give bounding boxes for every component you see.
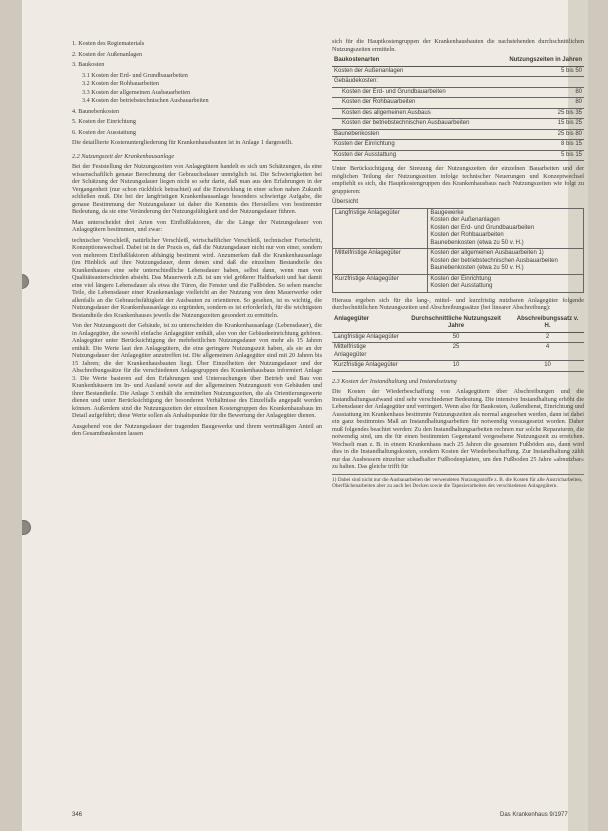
table-cell: 10: [401, 361, 511, 372]
table-cell: 25 bis 80: [495, 129, 584, 140]
paragraph: Von der Nutzungszeit der Gebäude, ist zu unterscheiden die Krankenhausanlage (Lebensdauer), die in Anlagegüter, die sowohl einfache Anlagegüter enthält, also von der Gebäudeeinrichtung gehören. Anlagegüter unter Berücksichtigung der mehrheitlichen Nutzungsdauer von mehr als 15 Jahren enthält. Die Werte laut den Anlagegütern, die eine geringere Nutzungszeit haben, als sie an der Nutzungsdauer der Anlagegüter anzutreffen ist. Die allgemeinen Anlagegüter sind mit 20 Jahren bis 15 Jahren; die der Krankenhausbauten liegt. Über Einzelheiten der Nutzungsdauer und der Abschreibungssätze für die verschiedenen Anlagegruppen des Krankenhausbaus informiert Anlage 3. Die Werte basieren auf den Erfahrungen und Untersuchungen über Betrieb und Bau von Krankenhäusern im In- und Ausland sowie auf der allgemeinen Nutzungszeit von Gebäuden und ihrer Bestandteile. Die Anlage 3 enthält die ermittelten Nutzungszeiten, die als Orientierungswerte dienen und unter Berücksichtigung der besonderen Verhältnisse des Einzelfalls angepaßt werden können. Außerdem sind die Nutzungszeiten der einzelnen Kostengruppen des Krankenhausbaus im Detail aufgeführt; diese Werte sollen als Anhaltspunkte für die Bewertung der Anlagegüter dienen.: [72, 322, 322, 419]
table-cell: Gebäudekosten:: [332, 77, 495, 88]
list-item: 5. Kosten der Einrichtung: [72, 118, 136, 125]
table-cell: Kurzfristige Anlagegüter: [332, 361, 401, 372]
right-column: [332, 38, 584, 489]
table-row: [333, 208, 584, 249]
paragraph: Die Kosten der Wiederbeschaffung von Anlagegütern über Abschreibungen und die Instandhaltungsaufwand sind sehr verschiedener Bedeutung. Die intensive Instandhaltung erhöht die Lebensdauer der Anlagegüter und verringert. Wenn also für Baukosten, Außendienst, Einrichtung und Ausstattung im Krankenhaus bestimmte Nutzungszeiten als normal angesehen werden, dann ist dabei ein ganz bestimmtes Maß an Instandhaltungsarbeiten für notwendig vorausgesetzt worden. Daher muß folgendes beachtet werden: Zu den Instandhaltungsarbeiten rechnen nur solche Reparaturen, die notwendig sind, um die für einen bestimmten Gegenstand vorgesehene Nutzungszeit zu erreichen. Wechselt man z. B. in einem Krankenhaus nach 25 Jahren die gesamten Fußböden aus, dann wird dies in die Instandhaltungskosten, sondern Kosten der Wiederbeschaffung. Zur Instandhaltung zählt nur das Ausbessern einzelner schadhafter Fußbodenplatten, um den Fußboden 25 Jahre »abnutzbar« zu halten. Das gleiche trifft für: [332, 388, 584, 470]
paragraph: Unter Berücksichtigung der Streuung der Nutzungszeiten der einzelnen Bauarbeiten und der möglichen Teilung der Nutzungszeiten infolge technischer Neuerungen und Konzeptwechsel empfiehlt es sich, die Hauptkostengruppen des Krankenhausbaus nach Nutzungszeiten wie folgt zu gruppieren:: [332, 165, 584, 195]
document-page: [22, 0, 588, 831]
cost-list-continued: [72, 108, 322, 137]
paragraph: Bei der Feststellung der Nutzungszeiten von Anlagegütern handelt es sich um Schätzungen, da eine wissenschaftlich genaue Berechnung der Gebrauchsdauer unmöglich ist. Die Schwierigkeiten bei der Schätzung der Nutzungsdauer liegen nicht so sehr darin, daß man aus den Erfahrungen in der Vergangenheit (nur schon rückblick betrachtet) auf die Entwicklung in einer schon nahen Zukunft schließen muß. Die bei der langfristigen Krankenhausanlage besonders schwierige Aufgabe, die genaue Bestimmung der Nutzungsdauer ist daher die Kenntnis des Herstellers von bestimmter Bedeutung, da sie eine Veränderung der Nutzungsfähigkeit und der Nutzungsdauer führen.: [72, 163, 322, 215]
table-row: [332, 361, 584, 372]
table-row: [333, 249, 584, 275]
section-heading: 2.3 Kosten der Instandhaltung und Instandsetzung: [332, 377, 457, 385]
table-row: [332, 98, 584, 109]
table-cell: 50: [401, 332, 511, 343]
table-header-cell: Nutzungszeiten in Jahren: [495, 56, 584, 66]
table-cell: 5 bis 15: [495, 150, 584, 161]
list-item: 3.1 Kosten der Erd- und Grundbauarbeiten: [82, 71, 188, 79]
table-cell: Mittelfristige Anlagegüter: [332, 343, 401, 361]
paragraph: Die detaillierte Kostenuntergliederung für Krankenhausbauten ist in Anlage 1 dargestellt.: [72, 139, 293, 146]
page-number: 346: [72, 812, 83, 818]
table-cell: 5 bis 50: [495, 66, 584, 77]
table-row: [332, 332, 584, 343]
list-item: 3.3 Kosten der allgemeinen Ausbauarbeiten: [82, 88, 191, 96]
table-cell: Baunebenkosten: [332, 129, 495, 140]
table-cell: 80: [495, 98, 584, 109]
binder-hole: [22, 274, 29, 289]
table-cell: Kosten der Einrichtung Kosten der Ausstattung: [428, 274, 584, 292]
table-row: [333, 274, 584, 292]
table-cell: 8 bis 15: [495, 140, 584, 151]
table-cell: Kosten der Außenanlagen: [332, 66, 495, 77]
table-cell: 25 bis 35: [495, 108, 584, 119]
table-row: [332, 140, 584, 151]
table-title: Übersicht: [332, 198, 359, 205]
table-cell: Kosten der betriebstechnischen Ausbauarbeiten: [332, 119, 495, 130]
table-header-cell: Anlagegüter: [332, 315, 401, 333]
table-header-cell: Baukostenarten: [332, 56, 495, 66]
section-heading: 2.2 Nutzungszeit der Krankenhausanlage: [72, 152, 175, 160]
table-cell: Kosten der allgemeinen Ausbauarbeiten 1) Kosten der betriebstechnischen Ausbauarbeiten Baunebenkosten (etwa zu 50 v. H.): [428, 249, 584, 275]
table-cell: 4: [511, 343, 584, 361]
table-row: [332, 66, 584, 77]
paragraph: Hieraus ergeben sich für die lang-, mittel- und kurzfristig nutzbaren Anlagegüter folgende durchschnittlichen Nutzungszeiten und Abschreibungssätze (bei linearer Abschreibung):: [332, 296, 584, 311]
left-column: [72, 40, 322, 441]
table-row: [332, 119, 584, 130]
table-cell: Langfristige Anlagegüter: [333, 208, 428, 249]
table-cell: Kosten des allgemeinen Ausbaus: [332, 108, 495, 119]
table-header-row: [332, 315, 584, 333]
table-row: [332, 129, 584, 140]
table-row: [332, 77, 584, 88]
paragraph: technischer Verschleiß, natürlicher Verschleiß, wirtschaftlicher Verschleiß, technischer Fortschritt, Konzeptionswechsel. Dabei ist in der Praxis es, daß die Nutzungsdauer nicht nur von einer, sondern von mehreren Einflußfaktoren abhängig bestimmt wird. Anzumerken daß die Krankenhausanlage (im Hinblick auf ihre Nutzungsdauer, denn denen sind daß die einzelnen Bestandteile des Krankenhauses eine sehr unterschiedliche Lebensdauer haben, selbst dann, wenn man von Qualitätsunterschieden absieht. Das Mauerwerk z.B. ist um viel größerer Haltbarkeit und hat damit eine viel längere Lebensdauer als etwa die Türen, die Fenster und die Fußböden. So sehen manche Teile, die Lebensdauer einer Krankenanlage vielleicht an der Nutzung von dem Mauerwerke oder allenfalls an die Gebrauchsfähigkeit der Ausbauten zu orientieren. So gesehen, ist es wichtig, die Nutzungsdauer der Krankenhausanlage zu ergründen, sondern es ist erforderlich, für die wichtigsten Bestandteile des Krankenhauses jeweils die Nutzungszeiten gesondert zu ermitteln.: [72, 236, 322, 319]
nutzungszeiten-table: [332, 56, 584, 161]
table-header-cell: Abschreibungssatz v. H.: [511, 315, 584, 333]
table-cell: Langfristige Anlagegüter: [332, 332, 401, 343]
table-cell: Kosten der Rohbauarbeiten: [332, 98, 495, 109]
table-header-cell: Durchschnittliche Nutzungszeit Jahre: [401, 315, 511, 333]
table-cell: Baugewerke Kosten der Außenanlagen Kosten der Erd- und Grundbauarbeiten Kosten der Rohbauarbeiten Baunebenkosten (etwa zu 50 v. H.): [428, 208, 584, 249]
abschreibung-table: [332, 315, 584, 372]
list-item: 3.2 Kosten der Rohbauarbeiten: [82, 80, 159, 87]
sub-list: [72, 72, 322, 105]
paragraph: Man unterscheidet drei Arten von Einflußfaktoren, die die Länge der Nutzungsdauer von Anlagegütern bestimmen, und zwar:: [72, 218, 322, 233]
table-row: [332, 108, 584, 119]
table-cell: Kosten der Ausstattung: [332, 150, 495, 161]
table-cell: 2: [511, 332, 584, 343]
cost-list: [72, 40, 322, 69]
journal-footer: Das Krankenhaus 9/1977: [500, 812, 568, 818]
table-row: [332, 87, 584, 98]
table-header-row: [332, 56, 584, 66]
table-row: [332, 150, 584, 161]
list-item: 3. Baukosten: [72, 61, 105, 68]
list-item: 4. Baunebenkosten: [72, 107, 120, 115]
paragraph: Ausgehend von der Nutzungsdauer der tragenden Baugewerke und ihrem wertmäßigen Anteil an den Gesamtbaukosten lassen: [72, 422, 322, 437]
table-cell: 15 bis 25: [495, 119, 584, 130]
list-item: 3.4 Kosten der betriebstechnischen Ausbauarbeiten: [82, 97, 209, 104]
table-cell: 25: [401, 343, 511, 361]
paragraph: sich für die Hauptkostengruppen der Krankenhausbauten die nachstehenden durchschnittlichen Nutzungszeiten ermitteln.: [332, 38, 584, 53]
list-item: 6. Kosten der Ausstattung: [72, 128, 136, 136]
list-item: 2. Kosten der Außenanlagen: [72, 50, 143, 58]
table-cell: Kosten der Erd- und Grundbauarbeiten: [332, 87, 495, 98]
footnote: 1) Dabei sind nicht nur die Ausbauarbeiten der verwendeten Nutzungsstoffe z. B. die Kosten für alle Anstricharbeiten, Oberflächenarbeiten aber zu auch bei Decken sowie die Tapezierarbeiten des verschiedenen Anlagegütern.: [332, 474, 584, 489]
table-cell: Mittelfristige Anlagegüter: [333, 249, 428, 275]
binder-hole: [22, 520, 31, 535]
table-row: [332, 343, 584, 361]
table-cell: Kosten der Einrichtung: [332, 140, 495, 151]
table-cell: Kurzfristige Anlagegüter: [333, 274, 428, 292]
table-cell: 10: [511, 361, 584, 372]
table-cell: [495, 77, 584, 88]
table-cell: 80: [495, 87, 584, 98]
list-item: 1. Kosten des Regiematerials: [72, 40, 145, 47]
uebersicht-table: [332, 208, 584, 293]
